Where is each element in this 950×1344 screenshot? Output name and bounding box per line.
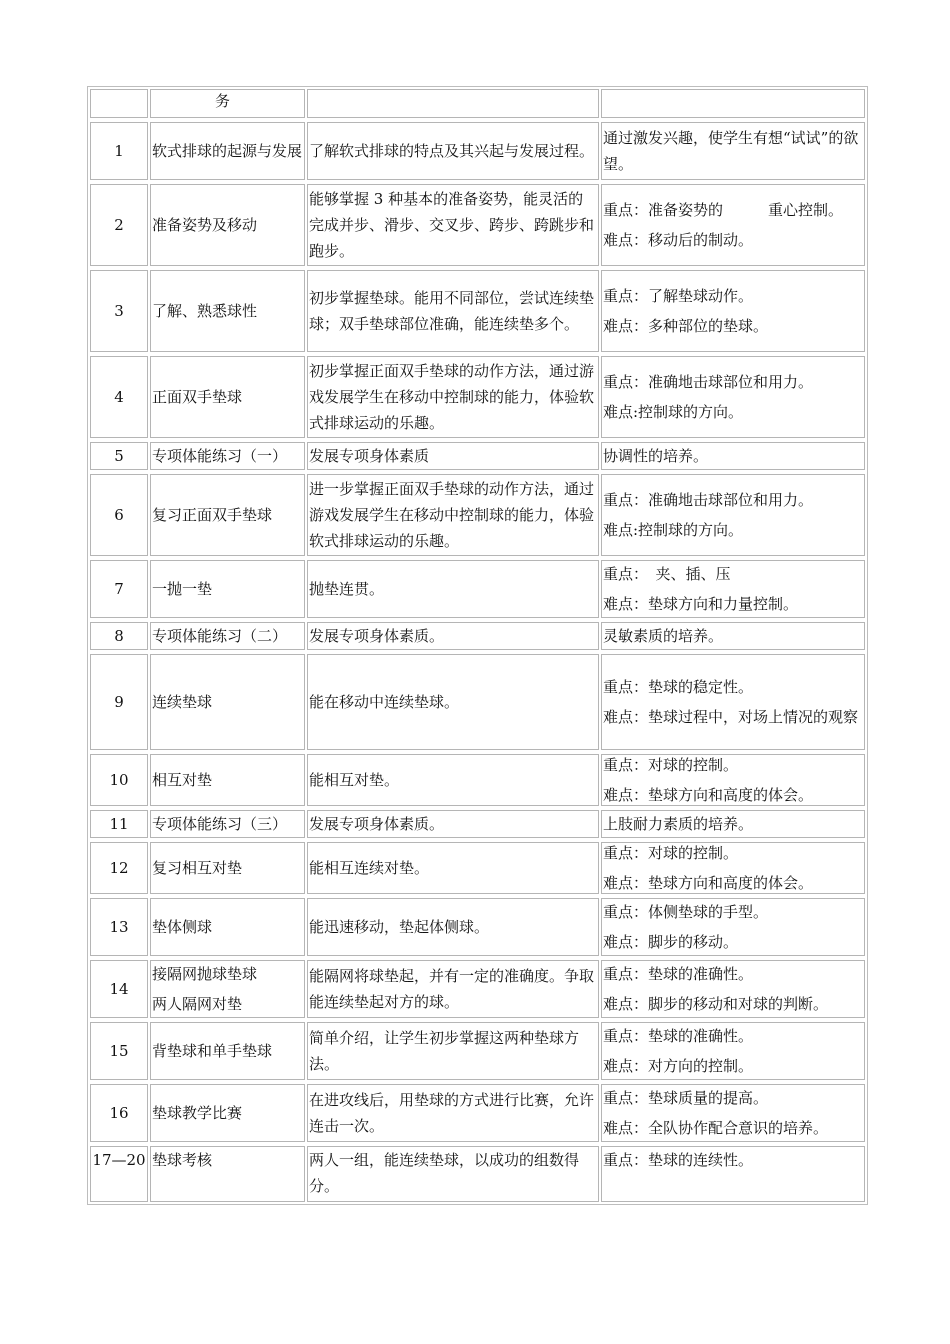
lesson-number-cell	[90, 184, 148, 266]
lesson-key-cell	[601, 898, 865, 956]
lesson-key-point: 重点：了解垫球动作。	[603, 287, 754, 305]
lesson-topic: 准备姿势及移动	[152, 216, 258, 234]
lesson-topic: 垫球教学比赛	[152, 1104, 243, 1122]
lesson-goal: 在进攻线后，用垫球的方式进行比赛，允许连击一次。	[309, 1091, 595, 1135]
lesson-goal-cell	[307, 560, 599, 618]
lesson-topic: 垫球考核	[152, 1151, 213, 1169]
lesson-goal: 发展专项身体素质	[309, 447, 430, 465]
lesson-goal-cell	[307, 184, 599, 266]
lesson-key-cell	[601, 810, 865, 838]
lesson-number: 16	[109, 1104, 129, 1122]
lesson-goal: 能隔网将球垫起，并有一定的准确度。争取能连续垫起对方的球。	[309, 967, 595, 1011]
lesson-goal-cell	[307, 356, 599, 438]
lesson-key-cell	[601, 842, 865, 894]
table-row	[88, 440, 867, 472]
header-text: 务	[214, 92, 230, 110]
lesson-key-point: 通过激发兴趣，使学生有想“试试”的欲望。	[603, 129, 859, 173]
lesson-key-point: 重点：准确地击球部位和用力。	[603, 491, 814, 509]
header-cell	[90, 89, 148, 118]
lesson-key-point: 重点：对球的控制。	[603, 756, 739, 774]
lesson-topic: 两人隔网对垫	[152, 995, 243, 1013]
lesson-goal-cell	[307, 898, 599, 956]
lesson-topic-cell	[150, 1022, 305, 1080]
lesson-number-cell	[90, 474, 148, 556]
table-row	[88, 354, 867, 440]
lesson-topic: 垫体侧球	[152, 918, 213, 936]
lesson-number: 5	[114, 447, 124, 465]
lesson-topic-cell	[150, 474, 305, 556]
lesson-topic-cell	[150, 1084, 305, 1142]
lesson-topic-cell	[150, 960, 305, 1018]
lesson-goal: 能迅速移动，垫起体侧球。	[309, 918, 490, 936]
table-row	[88, 1144, 867, 1204]
lesson-key-point: 重点：对球的控制。	[603, 844, 739, 862]
lesson-topic: 复习相互对垫	[152, 859, 243, 877]
lesson-number-cell	[90, 654, 148, 750]
table-row	[88, 752, 867, 808]
lesson-goal: 能在移动中连续垫球。	[309, 693, 460, 711]
lesson-key-cell	[601, 1146, 865, 1202]
lesson-goal-cell	[307, 1022, 599, 1080]
lesson-number-cell	[90, 1146, 148, 1202]
lesson-topic: 了解、熟悉球性	[152, 302, 258, 320]
lesson-number-cell	[90, 810, 148, 838]
lesson-goal: 两人一组，能连续垫球，以成功的组数得分。	[309, 1151, 580, 1195]
lesson-number: 2	[114, 216, 124, 234]
lesson-topic-cell	[150, 560, 305, 618]
table-row	[88, 652, 867, 752]
lesson-key-point: 难点：垫球方向和高度的体会。	[603, 874, 814, 892]
lesson-topic-cell	[150, 356, 305, 438]
lesson-number: 8	[114, 627, 124, 645]
lesson-number-cell	[90, 122, 148, 180]
lesson-key-point: 重点：垫球的稳定性。	[603, 678, 754, 696]
lesson-topic: 专项体能练习（二）	[152, 627, 288, 645]
lesson-goal: 了解软式排球的特点及其兴起与发展过程。	[309, 142, 595, 160]
lesson-goal: 初步掌握垫球。能用不同部位，尝试连续垫球；双手垫球部位准确，能连续垫多个。	[309, 289, 595, 333]
lesson-topic: 正面双手垫球	[152, 388, 243, 406]
lesson-key-point: 难点：对方向的控制。	[603, 1057, 754, 1075]
lesson-key-point: 灵敏素质的培养。	[603, 627, 724, 645]
lesson-topic: 接隔网抛球垫球	[152, 965, 258, 983]
lesson-goal-cell	[307, 654, 599, 750]
table-row	[88, 268, 867, 354]
lesson-number: 17—20	[92, 1151, 146, 1169]
table-row	[88, 558, 867, 620]
lesson-key-point: 难点：垫球方向和高度的体会。	[603, 786, 814, 804]
lesson-key-point: 难点:控制球的方向。	[603, 403, 744, 421]
lesson-topic-cell	[150, 184, 305, 266]
lesson-key-point: 难点：脚步的移动和对球的判断。	[603, 995, 829, 1013]
lesson-number: 4	[114, 388, 124, 406]
table-row	[88, 120, 867, 182]
lesson-goal: 能相互连续对垫。	[309, 859, 430, 877]
lesson-key-point: 重点：准确地击球部位和用力。	[603, 373, 814, 391]
lesson-topic-cell	[150, 654, 305, 750]
table-row	[88, 620, 867, 652]
lesson-topic: 背垫球和单手垫球	[152, 1042, 273, 1060]
lesson-number: 3	[114, 302, 124, 320]
lesson-goal: 发展专项身体素质。	[309, 627, 445, 645]
lesson-goal-cell	[307, 1084, 599, 1142]
lesson-goal: 发展专项身体素质。	[309, 815, 445, 833]
lesson-number-cell	[90, 1084, 148, 1142]
lesson-number: 7	[114, 580, 124, 598]
lesson-topic: 相互对垫	[152, 771, 213, 789]
lesson-topic: 软式排球的起源与发展	[152, 142, 303, 160]
lesson-number: 10	[109, 771, 129, 789]
lesson-topic-cell	[150, 810, 305, 838]
lesson-number-cell	[90, 754, 148, 806]
lesson-key-cell	[601, 1022, 865, 1080]
lesson-number-cell	[90, 560, 148, 618]
lesson-goal-cell	[307, 842, 599, 894]
lesson-number-cell	[90, 622, 148, 650]
lesson-topic-cell	[150, 1146, 305, 1202]
lesson-goal-cell	[307, 122, 599, 180]
lesson-topic: 连续垫球	[152, 693, 213, 711]
lesson-key-point: 重点： 夹、插、压	[603, 565, 731, 583]
lesson-goal: 简单介绍，让学生初步掌握这两种垫球方法。	[309, 1029, 580, 1073]
lesson-key-cell	[601, 654, 865, 750]
lesson-number-cell	[90, 356, 148, 438]
lesson-topic-cell	[150, 842, 305, 894]
lesson-number: 11	[109, 815, 129, 833]
lesson-topic-cell	[150, 122, 305, 180]
lesson-topic: 复习正面双手垫球	[152, 506, 273, 524]
lesson-number: 6	[114, 506, 124, 524]
table-row	[88, 958, 867, 1020]
lesson-goal-cell	[307, 474, 599, 556]
lesson-key-point: 难点:控制球的方向。	[603, 521, 744, 539]
lesson-number: 14	[109, 980, 129, 998]
table-row	[88, 1020, 867, 1082]
table-row	[88, 1082, 867, 1144]
header-cell	[307, 89, 599, 118]
course-table	[87, 86, 868, 1205]
lesson-key-cell	[601, 960, 865, 1018]
table-row	[88, 808, 867, 840]
lesson-key-cell	[601, 356, 865, 438]
lesson-number: 13	[109, 918, 129, 936]
lesson-goal-cell	[307, 270, 599, 352]
lesson-key-cell	[601, 1084, 865, 1142]
lesson-key-point: 难点：移动后的制动。	[603, 231, 754, 249]
lesson-key-point: 难点：脚步的移动。	[603, 933, 739, 951]
lesson-topic: 专项体能练习（一）	[152, 447, 288, 465]
header-cell	[601, 89, 865, 118]
lesson-key-cell	[601, 622, 865, 650]
table-row	[88, 840, 867, 896]
lesson-key-point: 难点：垫球过程中，对场上情况的观察	[603, 708, 859, 726]
lesson-key-point: 重点：垫球质量的提高。	[603, 1089, 769, 1107]
lesson-number-cell	[90, 898, 148, 956]
lesson-key-point: 重点：垫球的准确性。	[603, 965, 754, 983]
lesson-goal-cell	[307, 442, 599, 470]
lesson-goal-cell	[307, 810, 599, 838]
lesson-topic-cell	[150, 754, 305, 806]
lesson-key-point: 重点：垫球的准确性。	[603, 1027, 754, 1045]
lesson-goal: 进一步掌握正面双手垫球的动作方法，通过游戏发展学生在移动中控制球的能力，体验软式排球运动的乐趣。	[309, 480, 595, 550]
lesson-topic-cell	[150, 622, 305, 650]
lesson-key-point: 重点：垫球的连续性。	[603, 1151, 754, 1169]
lesson-key-point: 难点：垫球方向和力量控制。	[603, 595, 799, 613]
lesson-goal: 初步掌握正面双手垫球的动作方法，通过游戏发展学生在移动中控制球的能力，体验软式排球运动的乐趣。	[309, 362, 595, 432]
lesson-number: 1	[114, 142, 124, 160]
lesson-topic: 一抛一垫	[152, 580, 213, 598]
lesson-number: 15	[109, 1042, 129, 1060]
lesson-key-point: 重点：准备姿势的 重心控制。	[603, 201, 844, 219]
header-cell	[150, 89, 305, 118]
lesson-key-cell	[601, 754, 865, 806]
lesson-key-cell	[601, 184, 865, 266]
lesson-key-point: 难点：全队协作配合意识的培养。	[603, 1119, 829, 1137]
lesson-topic: 专项体能练习（三）	[152, 815, 288, 833]
lesson-goal: 能相互对垫。	[309, 771, 400, 789]
lesson-goal-cell	[307, 754, 599, 806]
lesson-key-cell	[601, 560, 865, 618]
lesson-key-point: 重点：体侧垫球的手型。	[603, 903, 769, 921]
lesson-number-cell	[90, 842, 148, 894]
lesson-key-point: 协调性的培养。	[603, 447, 709, 465]
lesson-topic-cell	[150, 442, 305, 470]
lesson-number-cell	[90, 1022, 148, 1080]
lesson-goal: 能够掌握 3 种基本的准备姿势，能灵活的完成并步、滑步、交叉步、跨步、跨跳步和跑步。	[309, 190, 595, 260]
lesson-number: 12	[109, 859, 129, 877]
lesson-number-cell	[90, 270, 148, 352]
lesson-key-point: 难点：多种部位的垫球。	[603, 317, 769, 335]
lesson-goal-cell	[307, 622, 599, 650]
table-row	[88, 896, 867, 958]
lesson-goal: 抛垫连贯。	[309, 580, 385, 598]
table-header-row	[88, 87, 867, 120]
lesson-key-point: 上肢耐力素质的培养。	[603, 815, 754, 833]
lesson-number: 9	[114, 693, 124, 711]
lesson-key-cell	[601, 474, 865, 556]
lesson-key-cell	[601, 122, 865, 180]
lesson-key-cell	[601, 442, 865, 470]
lesson-goal-cell	[307, 1146, 599, 1202]
lesson-key-cell	[601, 270, 865, 352]
lesson-goal-cell	[307, 960, 599, 1018]
lesson-number-cell	[90, 442, 148, 470]
lesson-number-cell	[90, 960, 148, 1018]
lesson-topic-cell	[150, 270, 305, 352]
table-row	[88, 182, 867, 268]
table-row	[88, 472, 867, 558]
lesson-topic-cell	[150, 898, 305, 956]
